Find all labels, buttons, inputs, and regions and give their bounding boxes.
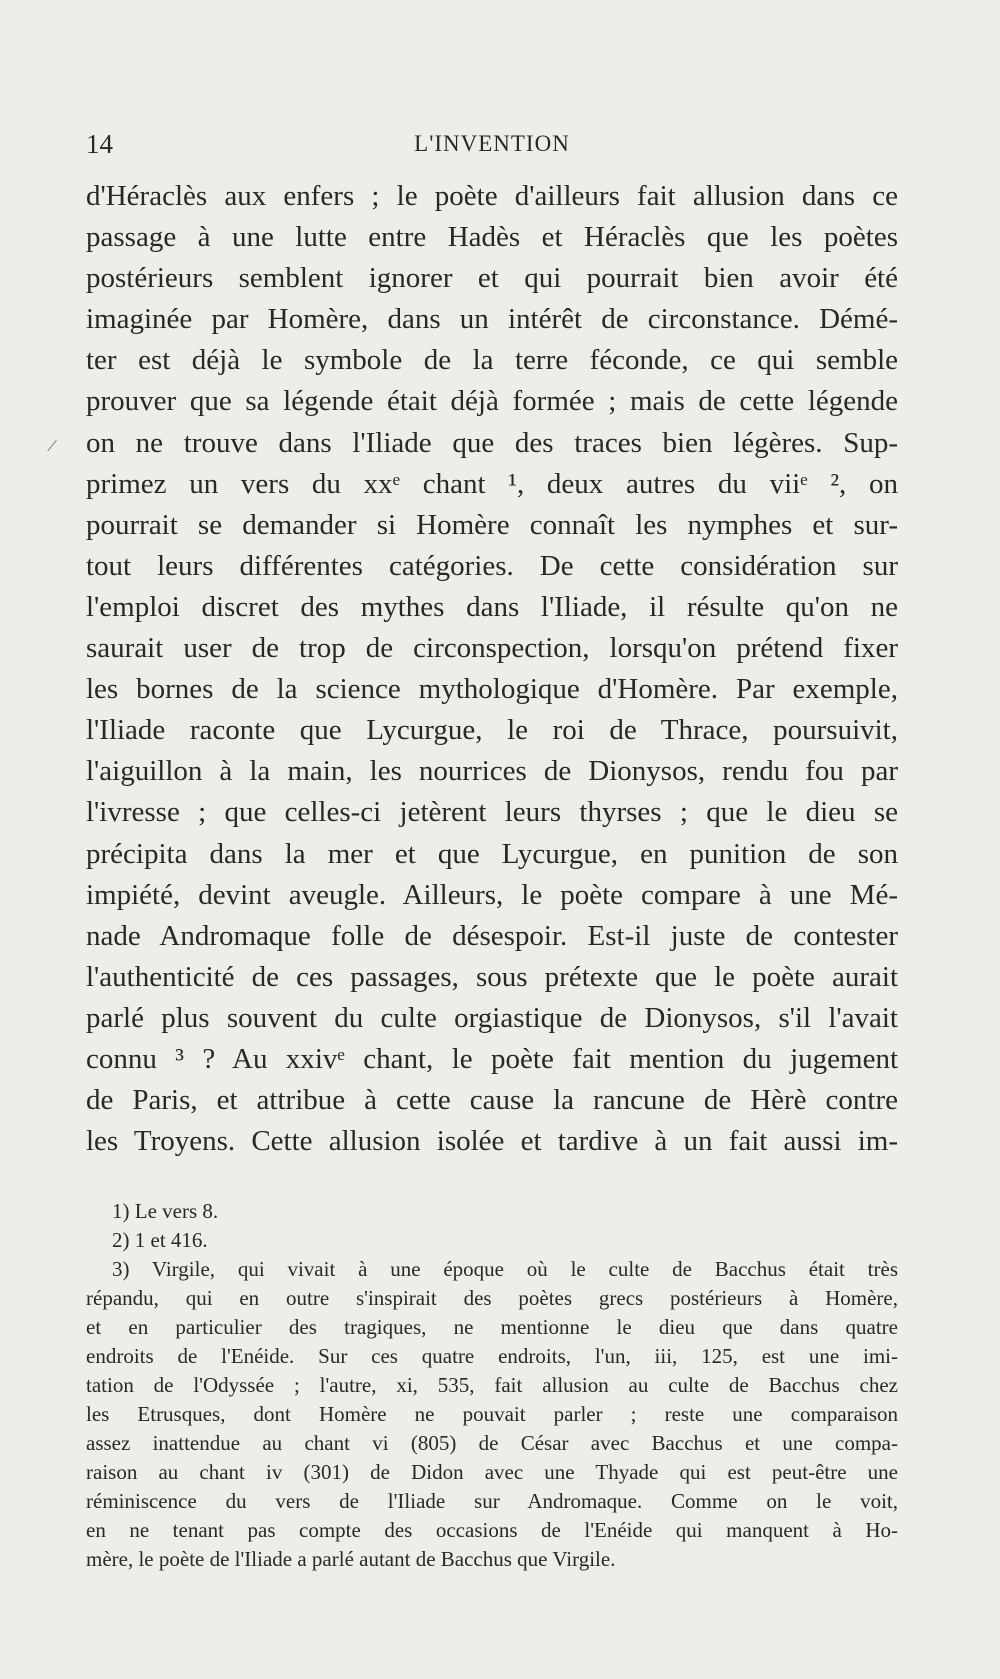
- margin-mark: /: [45, 434, 59, 458]
- footnote-line: endroits de l'Enéide. Sur ces quatre endroits, l'un, iii, 125, est une imi-: [86, 1344, 898, 1368]
- body-line: on ne trouve dans l'Iliade que des traces bien légères. Sup-: [86, 426, 898, 459]
- footnote-line: assez inattendue au chant vi (805) de César avec Bacchus et une compa-: [86, 1431, 898, 1455]
- page-header: [86, 126, 898, 162]
- footnote-line: les Etrusques, dont Homère ne pouvait parler ; reste une comparaison: [86, 1402, 898, 1426]
- footnote-line: et en particulier des tragiques, ne mentionne le dieu que dans quatre: [86, 1315, 898, 1339]
- footnotes: [86, 1197, 898, 1574]
- footnote-line: réminiscence du vers de l'Iliade sur Andromaque. Comme on le voit,: [86, 1489, 898, 1513]
- body-line: l'authenticité de ces passages, sous prétexte que le poète aurait: [86, 960, 898, 993]
- body-line: imaginée par Homère, dans un intérêt de circonstance. Démé-: [86, 303, 898, 336]
- body-line: parlé plus souvent du culte orgiastique de Dionysos, s'il l'avait: [86, 1001, 898, 1034]
- footnote-line: mère, le poète de l'Iliade a parlé autant de Bacchus que Virgile.: [86, 1547, 616, 1571]
- body-line: tout leurs différentes catégories. De cette considération sur: [86, 549, 898, 582]
- body-line: précipita dans la mer et que Lycurgue, en punition de son: [86, 837, 898, 870]
- footnote-2: 2) 1 et 416.: [112, 1228, 208, 1252]
- body-line: primez un vers du xxᵉ chant ¹, deux autres du viiᵉ ², on: [86, 467, 898, 500]
- body-line: impiété, devint aveugle. Ailleurs, le poète compare à une Mé-: [86, 878, 898, 911]
- body-line: passage à une lutte entre Hadès et Héraclès que les poètes: [86, 221, 898, 254]
- footnote-1: 1) Le vers 8.: [112, 1199, 219, 1223]
- footnote-3: [86, 1255, 898, 1574]
- body-line: postérieurs semblent ignorer et qui pourrait bien avoir été: [86, 262, 898, 295]
- body-line: de Paris, et attribue à cette cause la rancune de Hèrè contre: [86, 1084, 898, 1117]
- body-line: l'emploi discret des mythes dans l'Iliade, il résulte qu'on ne: [86, 590, 898, 623]
- body-line: d'Héraclès aux enfers ; le poète d'ailleurs fait allusion dans ce: [86, 180, 898, 212]
- body-line: les Troyens. Cette allusion isolée et tardive à un fait aussi im-: [86, 1125, 898, 1158]
- footnote-line: tation de l'Odyssée ; l'autre, xi, 535, fait allusion au culte de Bacchus chez: [86, 1373, 898, 1397]
- body-line: ter est déjà le symbole de la terre féconde, ce qui semble: [86, 344, 898, 377]
- footnote-line: répandu, qui en outre s'inspirait des poètes grecs postérieurs à Homère,: [86, 1286, 898, 1310]
- body-text: [86, 176, 898, 1162]
- footnote-line: 3) Virgile, qui vivait à une époque où le culte de Bacchus était très: [112, 1257, 898, 1281]
- body-line: pourrait se demander si Homère connaît les nymphes et sur-: [86, 508, 898, 541]
- footnote-line: en ne tenant pas compte des occasions de l'Enéide qui manquent à Ho-: [86, 1518, 898, 1542]
- body-line: l'Iliade raconte que Lycurgue, le roi de Thrace, poursuivit,: [86, 714, 898, 747]
- body-line: l'ivresse ; que celles-ci jetèrent leurs thyrses ; que le dieu se: [86, 796, 898, 829]
- body-line: nade Andromaque folle de désespoir. Est-il juste de contester: [86, 919, 898, 952]
- body-line: connu ³ ? Au xxivᵉ chant, le poète fait mention du jugement: [86, 1042, 898, 1075]
- footnote-line: raison au chant iv (301) de Didon avec une Thyade qui est peut-être une: [86, 1460, 898, 1484]
- page-number: 14: [86, 129, 113, 159]
- body-line: saurait user de trop de circonspection, lorsqu'on prétend fixer: [86, 632, 898, 665]
- running-title: L'INVENTION: [414, 131, 570, 156]
- body-line: les bornes de la science mythologique d'Homère. Par exemple,: [86, 673, 898, 706]
- body-line: prouver que sa légende était déjà formée ; mais de cette légende: [86, 385, 898, 418]
- body-line: l'aiguillon à la main, les nourrices de Dionysos, rendu fou par: [86, 755, 898, 788]
